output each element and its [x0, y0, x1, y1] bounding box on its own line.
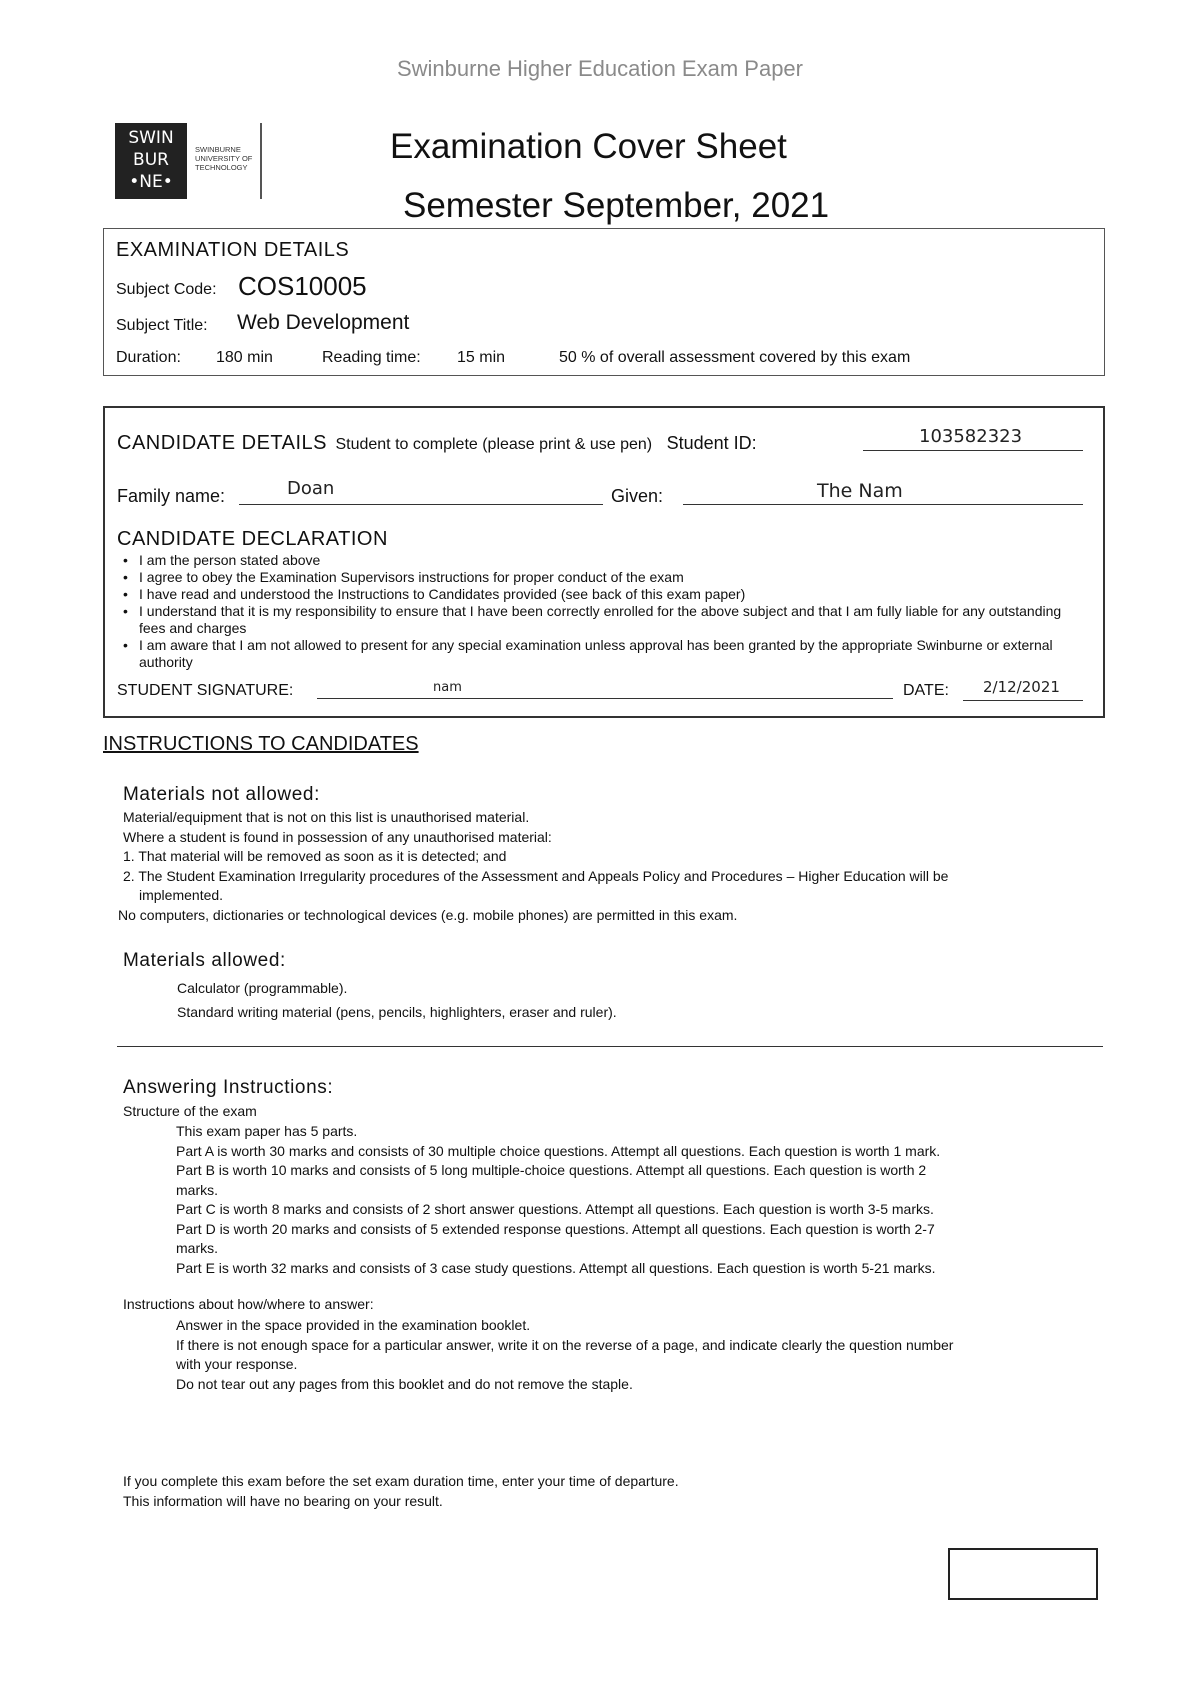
- text-line: with your response.: [176, 1356, 298, 1372]
- text-line: Part A is worth 30 marks and consists of 30 multiple choice questions. Attempt all questions. Each question is worth 1 mark.: [176, 1142, 941, 1159]
- logo-line: SWIN: [128, 128, 174, 148]
- family-name-label: Family name:: [117, 486, 226, 506]
- list-item: • I have read and understood the Instructions to Candidates provided (see back of this exam paper): [117, 586, 1087, 603]
- list-item: • I understand that it is my responsibility to ensure that I have been correctly enrolled for the above subject and that I am fully liable for any outstanding fees and charges: [117, 603, 1087, 637]
- list-item: Standard writing material (pens, pencils, highlighters, eraser and ruler).: [177, 1004, 617, 1020]
- howto-list: [176, 1316, 1101, 1394]
- logo-divider: [260, 123, 262, 199]
- candidate-details-heading: CANDIDATE DETAILS: [117, 432, 328, 454]
- structure-list: [176, 1122, 1101, 1278]
- text-line: Part D is worth 20 marks and consists of 5 extended response questions. Attempt all questions. Each question is worth 2-7: [176, 1220, 935, 1237]
- candidate-details-note: Student to complete (please print & use pen): [335, 436, 653, 453]
- swinburne-logo: [115, 123, 263, 199]
- logo-uni-line: SWINBURNE: [195, 145, 241, 154]
- text-line: Do not tear out any pages from this booklet and do not remove the staple.: [176, 1375, 633, 1392]
- date-label: DATE:: [903, 682, 949, 699]
- student-id-field[interactable]: [863, 426, 1083, 451]
- document-title: Examination Cover Sheet: [390, 127, 787, 166]
- family-name-field[interactable]: [239, 478, 603, 505]
- text-line: Part B is worth 10 marks and consists of 5 long multiple-choice questions. Attempt all questions. Each question is worth 2: [176, 1162, 927, 1178]
- list-item: Calculator (programmable).: [177, 980, 348, 996]
- text-line: Part E is worth 32 marks and consists of 3 case study questions. Attempt all questions. Each question is worth 5-21 marks.: [176, 1259, 936, 1276]
- candidate-details-heading-row: [117, 432, 757, 455]
- text-line: Material/equipment that is not on this list is unauthorised material.: [123, 809, 530, 825]
- signature-value: nam: [433, 680, 462, 695]
- duration-value: 180 min: [216, 349, 273, 366]
- instructions-title: INSTRUCTIONS TO CANDIDATES: [103, 733, 419, 755]
- subject-title-label: Subject Title:: [116, 317, 208, 334]
- departure-note: [123, 1472, 679, 1511]
- signature-field[interactable]: [317, 678, 893, 699]
- text-line: Part C is worth 8 marks and consists of 2 short answer questions. Attempt all questions. Each question is worth 3-5 marks.: [176, 1201, 934, 1217]
- examination-details-heading: EXAMINATION DETAILS: [116, 239, 350, 261]
- logo-mark: [115, 123, 187, 199]
- given-name-label: Given:: [611, 486, 664, 506]
- departure-time-box[interactable]: [948, 1548, 1098, 1600]
- student-id-label: Student ID:: [666, 433, 757, 453]
- list-item: • I agree to obey the Examination Supervisors instructions for proper conduct of the exam: [117, 569, 1087, 586]
- text-line: No computers, dictionaries or technological devices (e.g. mobile phones) are permitted in this exam.: [118, 906, 738, 923]
- reading-time-label: Reading time:: [322, 349, 421, 366]
- text-line: This information will have no bearing on your result.: [123, 1492, 443, 1509]
- logo-uni-line: UNIVERSITY OF: [195, 154, 253, 163]
- materials-not-allowed-heading: Materials not allowed:: [123, 784, 320, 805]
- examination-details-box: [103, 228, 1105, 376]
- section-divider: [117, 1046, 1103, 1047]
- text-line: implemented.: [139, 887, 224, 903]
- page-header: Swinburne Higher Education Exam Paper: [396, 56, 803, 81]
- assessment-note: 50 % of overall assessment covered by this exam: [559, 349, 911, 366]
- candidate-details-box: [103, 406, 1105, 718]
- logo-line: •NE•: [129, 172, 173, 192]
- reading-time-value: 15 min: [457, 349, 506, 366]
- text-line: This exam paper has 5 parts.: [176, 1123, 358, 1139]
- howto-label: Instructions about how/where to answer:: [123, 1296, 374, 1312]
- text-line: 2. The Student Examination Irregularity procedures of the Assessment and Appeals Policy and Procedures – Higher Education will be: [123, 867, 949, 884]
- duration-label: Duration:: [116, 349, 181, 366]
- candidate-declaration-heading: CANDIDATE DECLARATION: [117, 528, 388, 550]
- materials-allowed-heading: Materials allowed:: [123, 950, 286, 971]
- text-line: marks.: [176, 1240, 218, 1256]
- subject-title: Web Development: [237, 311, 410, 334]
- structure-label: Structure of the exam: [123, 1103, 257, 1119]
- text-line: Answer in the space provided in the examination booklet.: [176, 1317, 531, 1333]
- answering-instructions-heading: Answering Instructions:: [123, 1077, 334, 1098]
- materials-allowed-list: [177, 976, 617, 1024]
- date-value: 2/12/2021: [983, 678, 1060, 696]
- signature-label: STUDENT SIGNATURE:: [117, 682, 294, 699]
- logo-university-text: [195, 145, 252, 172]
- logo-uni-line: TECHNOLOGY: [195, 163, 248, 172]
- family-name-value: Doan: [287, 478, 335, 499]
- subject-code: COS10005: [238, 271, 367, 301]
- text-line: If there is not enough space for a particular answer, write it on the reverse of a page, and indicate clearly the question number: [176, 1336, 954, 1353]
- materials-not-allowed-text: [118, 808, 1103, 925]
- logo-line: BUR: [133, 150, 169, 170]
- student-id-value: 103582323: [919, 426, 1023, 447]
- text-line: Where a student is found in possession of any unauthorised material:: [123, 828, 552, 845]
- declaration-list: [117, 552, 1087, 671]
- subject-code-label: Subject Code:: [116, 281, 217, 298]
- text-line: If you complete this exam before the set exam duration time, enter your time of departure.: [123, 1473, 679, 1489]
- date-field[interactable]: [963, 676, 1083, 701]
- list-item: • I am aware that I am not allowed to present for any special examination unless approval has been granted by the appropriate Swinburne or external authority: [117, 637, 1087, 671]
- text-line: marks.: [176, 1181, 218, 1198]
- text-line: 1. That material will be removed as soon as it is detected; and: [123, 848, 507, 864]
- semester-title: Semester September, 2021: [403, 186, 830, 225]
- given-name-value: The Nam: [817, 480, 903, 502]
- given-name-field[interactable]: [683, 478, 1083, 505]
- list-item: • I am the person stated above: [117, 552, 1087, 569]
